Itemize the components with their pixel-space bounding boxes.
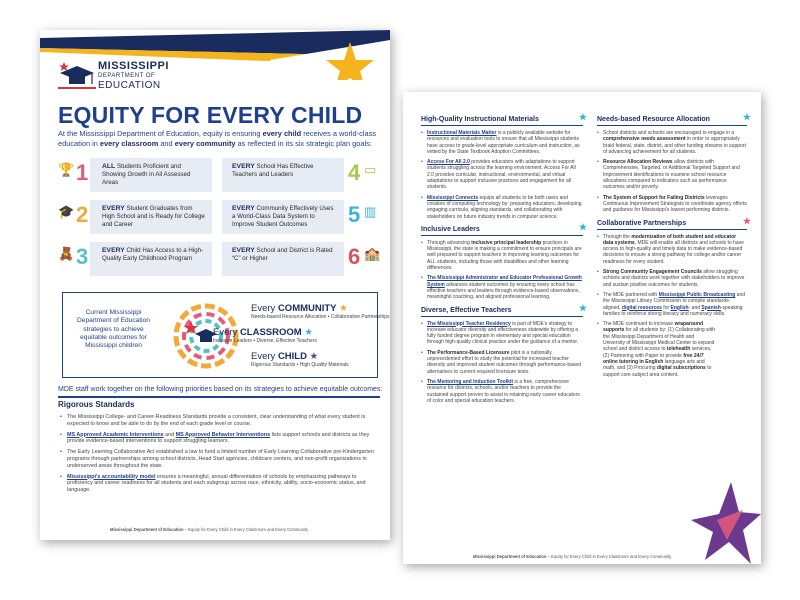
digital-resources-link[interactable]: digital resources (621, 304, 662, 311)
list-item: • Mississippi’s accountability model ensures a meaningful, annual differentiation of schools by emphasizing pathways to proficiency and career readiness for all students and each subgroup across race, ethnicity, ability, socio-economic status, and language. (60, 474, 380, 494)
needs-based-heading: Needs-based Resource Allocation ★ (597, 116, 747, 126)
star-icon: ★ (309, 351, 319, 362)
star-icon: ★ (742, 112, 751, 122)
list-item: • Through the modernization of both student and educator data systems, MDE will enable all districts and schools to have access to high-quality and timely data to make evidence-based decisions to ensure a strong pathway for college and/or career readiness for every student. (597, 234, 747, 265)
strategic-goals-grid (58, 156, 380, 278)
logo-state-text: MISSISSIPPI (98, 60, 169, 72)
goal-item: EVERY School Has Effective Teachers and Leaders (222, 158, 344, 192)
list-item: • Strong Community Engagement Councils allow struggling schools and districts work together with stakeholders to improve and sustain positive outcomes for students. (597, 269, 747, 288)
list-item: • The Early Learning Collaborative Act established a law to fund a limited number of Early Learning Collaborative pre-Kindergarten programs through partnerships among school districts, Head Start agencies, childcare centers, and non-profit organizations in underserved areas throughout the state. (60, 449, 380, 469)
section-divider (58, 396, 380, 398)
goal-number: 5 (348, 202, 361, 227)
list-item: • School districts and schools are encouraged to engage in a comprehensive needs assessment in order to appropriately braid federal, state, district, and other funding streams in support of advancing achievement for all students. (597, 130, 747, 155)
rigorous-standards-list (60, 414, 380, 498)
page-footer: Mississippi Department of Education – Equity for Every Child in Every Classroom and Every Community (473, 554, 672, 559)
list-item: • Instructional Materials Matter is a publicly available website for resources and evaluation tools to ensure that all Mississippi students have access to grade-level appropriate curriculum and instruction, as vetted by the State Textbook Adoption Committees. (421, 130, 583, 155)
goal-number: 4 (348, 160, 361, 185)
list-item: • The Mentoring and Induction Toolkit is a free, comprehensive resource for districts, schools, and/or teachers to provide the sustained support proven to assist in retaining early career educators of color and special education teachers. (421, 379, 583, 404)
star-icon: ★ (339, 303, 348, 314)
intro-paragraph: At the Mississippi Department of Education, equity is ensuring every child receives a world-class education in every classroom and every community as reflected in its six strategic plan goals: (58, 129, 376, 148)
inclusive-leaders-heading: Inclusive Leaders ★ (421, 226, 583, 236)
strategies-description: Current Mississippi Department of Education strategies to achieve equitable outcomes for Mississippi children (77, 309, 150, 350)
goal-item: EVERY Community Effectively Uses a World-Class Data System to Improve Student Outcomes (222, 200, 344, 234)
star-icon: ★ (578, 302, 587, 313)
collaborative-partnerships-heading: Collaborative Partnerships ★ (597, 220, 747, 230)
tablet-icon: ▭ (364, 162, 377, 177)
hq-materials-heading: High-Quality Instructional Materials ★ (421, 116, 583, 126)
list-item: • Through advancing inclusive principal leadership practices in Mississippi, the state is making a commitment to ensure principals are well prepared to support teachers in improving learning outcomes for ALL students, including those with disabilities and other learning differences. (421, 240, 583, 271)
purple-star-graphic (687, 480, 761, 564)
behavior-interventions-link[interactable]: MS Approved Behavior Interventions (175, 431, 271, 438)
strategies-box (62, 292, 390, 378)
logo-dept-text: DEPARTMENT OF (98, 73, 156, 79)
list-item: • Access For All 2.0 provides educators with adaptations to support students struggling across the learning environment. Access For All 2.0 provides curricular, instructional, environmental, and virtual adaptations to support inclusive practices and engagement for all students. (421, 159, 583, 190)
list-item: • The Mississippi Teacher Residency is part of MDE’s strategy to increase educator diversity and effectiveness statewide by offering a fully funded degree program in elementary and special education through high-quality clinical practice under the guidance of a mentor. (421, 321, 583, 346)
trophy-icon: 🏆 (58, 162, 75, 177)
mississippi-connects-link[interactable]: Mississippi Connects (427, 194, 479, 201)
left-column (421, 92, 587, 404)
accountability-model-link[interactable]: Mississippi’s accountability model (67, 473, 156, 480)
goal-number: 2 (76, 202, 89, 227)
blocks-icon: 🧸 (58, 246, 75, 261)
goal-item: EVERY School and District is Rated “C” or Higher (222, 242, 344, 276)
logo-edu-text: EDUCATION (98, 80, 161, 91)
diverse-teachers-heading: Diverse, Effective Teachers ★ (421, 307, 583, 317)
english-link[interactable]: English (670, 304, 689, 311)
page-footer: Mississippi Department of Education – Equity for Every Child in Every Classroom and Every Community (110, 527, 309, 532)
goal-number: 6 (348, 244, 361, 269)
list-item: • The MDE partnered with Mississippi Public Broadcasting and the Mississippi Library Commission to compile standards-aligned, digital resources for English- and Spanish-speaking families to reinforce strong literacy and numeracy skills. (597, 292, 747, 317)
staff-priorities-line: MDE staff work together on the following priorities based on its strategies to achieve equitable outcomes: (58, 386, 383, 393)
right-column (597, 92, 751, 378)
spanish-link[interactable]: Spanish (701, 304, 721, 311)
list-item: • MS Approved Academic Interventions and MS Approved Behavior Interventions lists support schools and districts as they provide evidence-based interventions to support struggling learners. (60, 432, 380, 446)
page-title: EQUITY FOR EVERY CHILD (58, 102, 363, 128)
goal-item: ALL Students Proficient and Showing Growth in All Assessed Areas (90, 158, 212, 192)
academic-interventions-link[interactable]: MS Approved Academic Interventions (67, 431, 164, 438)
flyer-page-front (40, 30, 390, 540)
list-item: • The System of Support for Failing Districts leverages Continuous Improvement Strategists to coordinate agency efforts and guidance for Mississippi’s lowest performing districts. (597, 195, 747, 214)
teacher-residency-link[interactable]: The Mississippi Teacher Residency (427, 320, 511, 327)
star-icon: ★ (578, 112, 587, 122)
school-building-icon: 🏫 (364, 246, 381, 261)
list-item: • The Mississippi Administrator and Educator Professional Growth System advances student outcomes by ensuring every school has effective teachers and leaders through evidence-based observations, meaningful coaching, and aligned professional learning. (421, 275, 583, 300)
mde-logo (58, 60, 228, 100)
public-broadcasting-link[interactable]: Mississippi Public Broadcasting (658, 291, 736, 298)
strategy-every-child: Every CHILD ★ Rigorous Standards • High Quality Materials (251, 351, 349, 368)
instructional-materials-link[interactable]: Instructional Materials Matter (427, 130, 497, 136)
star-icon: ★ (742, 215, 751, 226)
graduation-cap-icon (58, 60, 96, 94)
access-for-all-link[interactable]: Access For All 2.0 (427, 159, 470, 166)
list-item: • The Performance-Based Licensure pilot is a nationally unprecedented effort to study the potential for increased teacher diversity and improved student outcomes through performance-based alternatives to current required licensure tests. (421, 350, 583, 375)
flyer-page-back (403, 92, 761, 564)
list-item: • The Mississippi College- and Career-Readiness Standards provide a consistent, clear understanding of what every student is expected to know and be able to do by the end of each grade level or course. (60, 414, 380, 428)
list-item: • Mississippi Connects equips all students to be both users and creators of computing technology by: preparing educators, developing engaging curricula, aligning standards, and collaborating with stakeholders on future industry trends in computer science. (421, 195, 583, 220)
bar-chart-icon: ▥ (364, 204, 377, 219)
list-item: • Resource Allocation Reviews allow districts with Comprehensive, Targeted, or Additional Targeted Support and Improvement identifications to examine school resource allocations compared to indicators such as performance outcomes and/or poverty. (597, 159, 747, 190)
goal-item: EVERY Student Graduates from High School and is Ready for College and Career (90, 200, 212, 234)
strategy-every-classroom: Every CLASSROOM ★ Inclusive Leaders • Diverse, Effective Teachers (213, 327, 317, 344)
list-item: • The MDE continued to increase wraparound supports for all students by: (1) Collaborating with the Mississippi Department of Health and University of Mississippi Medical Center to expand school and district access to telehealth services, (2) Partnering with Paper to provide free 24/7 online tutoring in English language arts and math, and (3) Procuring digital subscriptions to support core subject area content. (597, 321, 715, 378)
star-icon: ★ (304, 327, 313, 338)
goal-item: EVERY Child Has Access to a High-Quality Early Childhood Program (90, 242, 212, 276)
growth-system-link[interactable]: The Mississippi Administrator and Educator Professional Growth System (427, 275, 582, 288)
goal-number: 3 (76, 244, 89, 269)
rigorous-standards-heading: Rigorous Standards (58, 400, 135, 409)
mentoring-toolkit-link[interactable]: The Mentoring and Induction Toolkit (427, 378, 514, 385)
graduation-cap-icon: 🎓 (58, 204, 75, 219)
goal-number: 1 (76, 160, 89, 185)
strategy-every-community: Every COMMUNITY ★ Needs-based Resource Allocation • Collaborative Partnerships (251, 303, 390, 320)
star-icon: ★ (578, 221, 587, 232)
